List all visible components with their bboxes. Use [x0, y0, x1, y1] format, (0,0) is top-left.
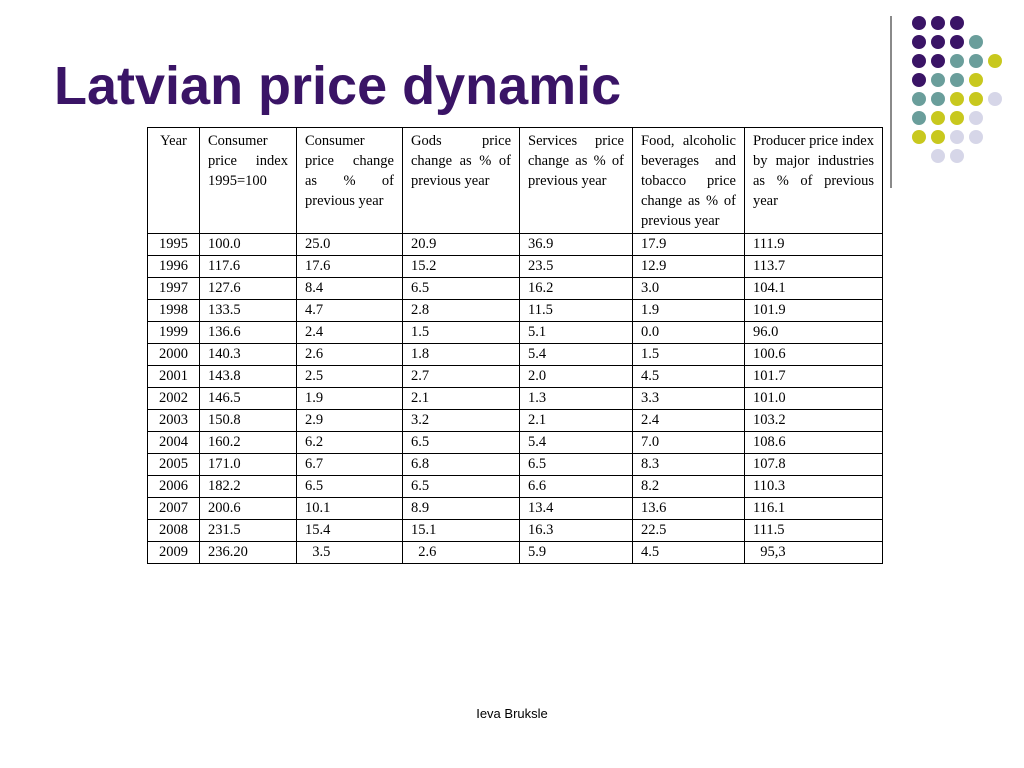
cell-cpi: 160.2	[200, 432, 297, 454]
cell-food-change: 8.3	[633, 454, 745, 476]
header-goods-change: Gods price change as % of previous year	[403, 128, 520, 234]
cell-food-change: 17.9	[633, 234, 745, 256]
cell-services-change: 5.1	[520, 322, 633, 344]
table-row	[148, 498, 883, 520]
cell-consumer-change: 1.9	[297, 388, 403, 410]
cell-year: 1999	[148, 322, 200, 344]
decor-dot	[931, 149, 945, 163]
cell-producer-index: 101.0	[745, 388, 883, 410]
cell-cpi: 143.8	[200, 366, 297, 388]
cell-goods-change: 15.2	[403, 256, 520, 278]
cell-producer-index: 113.7	[745, 256, 883, 278]
decor-dot	[969, 111, 983, 125]
cell-food-change: 1.5	[633, 344, 745, 366]
cell-services-change: 13.4	[520, 498, 633, 520]
cell-producer-index: 108.6	[745, 432, 883, 454]
table-row	[148, 300, 883, 322]
decor-dot	[950, 92, 964, 106]
cell-services-change: 11.5	[520, 300, 633, 322]
cell-food-change: 8.2	[633, 476, 745, 498]
decor-dot	[969, 130, 983, 144]
cell-year: 2002	[148, 388, 200, 410]
table-row	[148, 256, 883, 278]
cell-food-change: 12.9	[633, 256, 745, 278]
cell-services-change: 1.3	[520, 388, 633, 410]
slide-title: Latvian price dynamic	[54, 56, 622, 116]
decor-dot	[912, 54, 926, 68]
cell-services-change: 36.9	[520, 234, 633, 256]
table-row	[148, 454, 883, 476]
cell-producer-index: 111.5	[745, 520, 883, 542]
table-row	[148, 322, 883, 344]
cell-year: 2000	[148, 344, 200, 366]
decor-dot	[912, 130, 926, 144]
cell-goods-change: 2.8	[403, 300, 520, 322]
table-row	[148, 366, 883, 388]
table-row	[148, 476, 883, 498]
table-row	[148, 432, 883, 454]
decor-dot	[912, 16, 926, 30]
slide-footer: Ieva Bruksle	[476, 706, 548, 721]
table-row	[148, 410, 883, 432]
decor-dot	[950, 35, 964, 49]
decor-dot	[931, 111, 945, 125]
cell-goods-change: 2.6	[403, 542, 520, 564]
cell-consumer-change: 2.5	[297, 366, 403, 388]
decor-dot	[950, 16, 964, 30]
decor-dot	[988, 92, 1002, 106]
cell-cpi: 136.6	[200, 322, 297, 344]
cell-services-change: 16.3	[520, 520, 633, 542]
cell-producer-index: 107.8	[745, 454, 883, 476]
cell-year: 1998	[148, 300, 200, 322]
cell-cpi: 133.5	[200, 300, 297, 322]
cell-consumer-change: 25.0	[297, 234, 403, 256]
decor-dot	[931, 130, 945, 144]
cell-food-change: 3.3	[633, 388, 745, 410]
cell-consumer-change: 4.7	[297, 300, 403, 322]
cell-producer-index: 103.2	[745, 410, 883, 432]
cell-year: 1996	[148, 256, 200, 278]
decor-dot	[912, 92, 926, 106]
cell-consumer-change: 2.6	[297, 344, 403, 366]
divider-line	[890, 16, 892, 188]
cell-services-change: 2.1	[520, 410, 633, 432]
cell-services-change: 2.0	[520, 366, 633, 388]
cell-food-change: 0.0	[633, 322, 745, 344]
table-header-row	[148, 128, 883, 234]
cell-services-change: 6.6	[520, 476, 633, 498]
cell-year: 2004	[148, 432, 200, 454]
cell-consumer-change: 15.4	[297, 520, 403, 542]
cell-food-change: 4.5	[633, 542, 745, 564]
cell-consumer-change: 2.9	[297, 410, 403, 432]
cell-cpi: 127.6	[200, 278, 297, 300]
cell-goods-change: 20.9	[403, 234, 520, 256]
cell-year: 2001	[148, 366, 200, 388]
price-table-container	[147, 127, 883, 564]
header-food-change: Food, alcoholic beverages and tobacco price change as % of previous year	[633, 128, 745, 234]
header-services-change: Services price change as % of previous year	[520, 128, 633, 234]
table-row	[148, 278, 883, 300]
cell-year: 2005	[148, 454, 200, 476]
decor-dot	[950, 130, 964, 144]
cell-goods-change: 2.1	[403, 388, 520, 410]
cell-producer-index: 100.6	[745, 344, 883, 366]
decor-dot	[950, 149, 964, 163]
cell-services-change: 5.9	[520, 542, 633, 564]
price-table	[147, 127, 883, 564]
decor-dot	[931, 73, 945, 87]
decor-dot	[969, 92, 983, 106]
cell-food-change: 2.4	[633, 410, 745, 432]
cell-cpi: 117.6	[200, 256, 297, 278]
cell-goods-change: 15.1	[403, 520, 520, 542]
header-producer-index: Producer price index by major industries as % of previous year	[745, 128, 883, 234]
cell-cpi: 150.8	[200, 410, 297, 432]
cell-producer-index: 95,3	[745, 542, 883, 564]
cell-food-change: 13.6	[633, 498, 745, 520]
cell-cpi: 182.2	[200, 476, 297, 498]
cell-producer-index: 104.1	[745, 278, 883, 300]
cell-services-change: 5.4	[520, 432, 633, 454]
decor-dot	[912, 111, 926, 125]
cell-cpi: 231.5	[200, 520, 297, 542]
decor-dot	[931, 92, 945, 106]
cell-cpi: 171.0	[200, 454, 297, 476]
cell-food-change: 7.0	[633, 432, 745, 454]
cell-year: 2007	[148, 498, 200, 520]
cell-year: 1997	[148, 278, 200, 300]
cell-goods-change: 6.5	[403, 476, 520, 498]
cell-consumer-change: 17.6	[297, 256, 403, 278]
cell-services-change: 16.2	[520, 278, 633, 300]
cell-goods-change: 1.8	[403, 344, 520, 366]
cell-consumer-change: 6.2	[297, 432, 403, 454]
table-body	[148, 234, 883, 564]
cell-year: 2009	[148, 542, 200, 564]
decor-dot	[969, 73, 983, 87]
cell-cpi: 200.6	[200, 498, 297, 520]
decor-dot	[912, 35, 926, 49]
decor-dot	[969, 35, 983, 49]
cell-producer-index: 101.9	[745, 300, 883, 322]
header-cpi: Consumer price index 1995=100	[200, 128, 297, 234]
cell-goods-change: 2.7	[403, 366, 520, 388]
cell-producer-index: 110.3	[745, 476, 883, 498]
cell-cpi: 236.20	[200, 542, 297, 564]
cell-goods-change: 1.5	[403, 322, 520, 344]
cell-year: 1995	[148, 234, 200, 256]
decor-dot	[988, 54, 1002, 68]
header-year: Year	[148, 128, 200, 234]
cell-producer-index: 111.9	[745, 234, 883, 256]
cell-producer-index: 116.1	[745, 498, 883, 520]
cell-consumer-change: 3.5	[297, 542, 403, 564]
decor-dot	[969, 54, 983, 68]
cell-goods-change: 8.9	[403, 498, 520, 520]
cell-goods-change: 6.8	[403, 454, 520, 476]
cell-food-change: 22.5	[633, 520, 745, 542]
cell-year: 2008	[148, 520, 200, 542]
cell-consumer-change: 6.5	[297, 476, 403, 498]
decor-dot	[931, 35, 945, 49]
cell-food-change: 3.0	[633, 278, 745, 300]
cell-producer-index: 101.7	[745, 366, 883, 388]
header-consumer-change: Consumer price change as % of previous year	[297, 128, 403, 234]
table-row	[148, 520, 883, 542]
cell-producer-index: 96.0	[745, 322, 883, 344]
cell-consumer-change: 8.4	[297, 278, 403, 300]
cell-year: 2003	[148, 410, 200, 432]
cell-goods-change: 6.5	[403, 278, 520, 300]
cell-food-change: 4.5	[633, 366, 745, 388]
cell-goods-change: 3.2	[403, 410, 520, 432]
cell-services-change: 23.5	[520, 256, 633, 278]
decor-dot	[950, 111, 964, 125]
table-row	[148, 542, 883, 564]
decor-dot	[931, 16, 945, 30]
cell-services-change: 5.4	[520, 344, 633, 366]
cell-year: 2006	[148, 476, 200, 498]
cell-consumer-change: 2.4	[297, 322, 403, 344]
table-row	[148, 388, 883, 410]
table-row	[148, 234, 883, 256]
table-row	[148, 344, 883, 366]
cell-consumer-change: 6.7	[297, 454, 403, 476]
cell-goods-change: 6.5	[403, 432, 520, 454]
decor-dot	[912, 73, 926, 87]
cell-cpi: 140.3	[200, 344, 297, 366]
decor-dot	[950, 54, 964, 68]
cell-food-change: 1.9	[633, 300, 745, 322]
decor-dot	[950, 73, 964, 87]
decor-dot	[931, 54, 945, 68]
cell-cpi: 146.5	[200, 388, 297, 410]
cell-services-change: 6.5	[520, 454, 633, 476]
cell-consumer-change: 10.1	[297, 498, 403, 520]
cell-cpi: 100.0	[200, 234, 297, 256]
